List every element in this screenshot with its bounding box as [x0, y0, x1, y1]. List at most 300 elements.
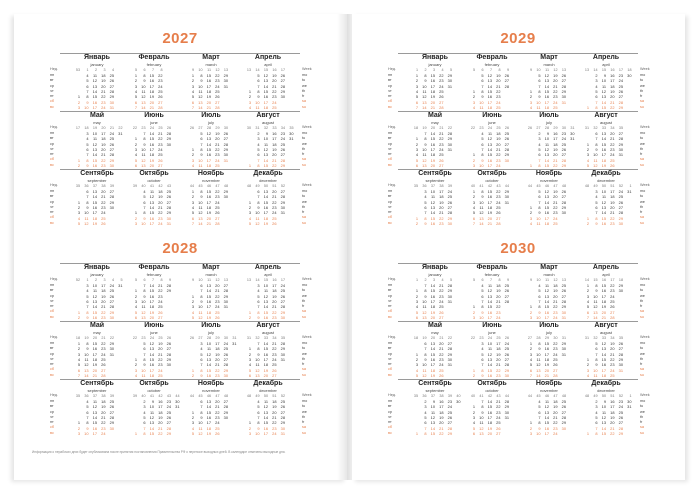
day-cell: 5: [191, 314, 194, 320]
month-name-en: june: [488, 120, 496, 125]
day-cell: 8: [257, 88, 260, 94]
weekday-label: sa: [640, 367, 645, 372]
day-cell: 29: [504, 404, 509, 410]
day-cell: 6: [538, 194, 541, 200]
weekday-label: вс: [388, 104, 392, 109]
day-cell: 16: [158, 399, 163, 404]
month-name-ru: Февраль: [476, 264, 508, 271]
weekday-label: вс: [388, 162, 392, 167]
weekday-label: вт: [388, 136, 392, 141]
day-cell: 24: [496, 414, 501, 420]
day-cell: 10: [141, 83, 146, 89]
day-cell: 5: [595, 341, 598, 346]
day-cell: 14: [149, 283, 154, 288]
week-header-ru: Нед.: [388, 67, 397, 71]
weekday-label: чт: [50, 204, 54, 209]
day-cell: 23: [618, 73, 623, 78]
day-cell: 27: [109, 409, 114, 415]
day-cell: 12: [593, 162, 598, 168]
day-cell: 1: [77, 341, 80, 346]
day-cell: 2: [415, 141, 418, 147]
day-cell: 30: [447, 141, 452, 147]
weekday-label: пт: [388, 304, 392, 309]
day-cell: 4: [143, 189, 146, 194]
month-name-ru: Август: [594, 322, 618, 329]
weekday-label: сб: [388, 99, 393, 104]
day-cell: 21: [272, 341, 277, 346]
day-cell: 17: [601, 152, 606, 158]
day-cell: 16: [263, 351, 268, 357]
weekday-label: fr: [640, 420, 643, 425]
day-cell: 21: [553, 199, 558, 205]
week-number: 24: [149, 336, 154, 340]
day-cell: 15: [263, 346, 268, 352]
weekday-label: mo: [640, 283, 646, 287]
day-cell: 8: [143, 288, 146, 294]
weekday-label: fr: [302, 94, 305, 99]
day-cell: 14: [544, 83, 549, 89]
day-cell: 28: [447, 210, 452, 216]
day-cell: 16: [206, 78, 211, 84]
day-cell: 8: [257, 309, 260, 315]
day-cell: 22: [215, 73, 220, 78]
week-number: 1: [86, 68, 89, 72]
weekday-label: пт: [50, 304, 54, 309]
weekday-label: пн: [50, 341, 55, 345]
weekday-label: ср: [388, 409, 393, 414]
day-cell: 16: [601, 288, 606, 294]
week-number: 11: [545, 278, 549, 282]
day-cell: 18: [544, 104, 549, 110]
day-cell: 23: [439, 78, 444, 84]
day-cell: 13: [92, 298, 97, 304]
day-cell: 31: [570, 136, 575, 142]
day-cell: 15: [263, 309, 268, 315]
day-cell: 19: [553, 73, 558, 78]
month-name-ru: Апрель: [254, 264, 282, 271]
weekday-label: th: [302, 146, 306, 151]
week-number: 44: [504, 394, 509, 398]
week-number: 46: [544, 184, 549, 188]
day-cell: 18: [430, 367, 435, 373]
day-cell: 9: [143, 78, 146, 84]
day-cell: 10: [84, 430, 89, 436]
day-cell: 25: [109, 288, 114, 294]
day-cell: 10: [479, 314, 484, 320]
day-cell: 30: [504, 194, 509, 200]
week-number: 48: [223, 184, 228, 188]
day-cell: 11: [479, 204, 484, 210]
day-cell: 30: [570, 131, 575, 136]
week-number: 3: [103, 68, 106, 72]
day-cell: 6: [538, 409, 541, 415]
day-cell: 24: [553, 99, 558, 105]
day-cell: 15: [601, 104, 606, 110]
week-number: 48: [561, 184, 566, 188]
day-cell: 17: [215, 341, 220, 346]
day-cell: 29: [223, 73, 228, 78]
day-cell: 13: [255, 372, 260, 378]
day-cell: 16: [439, 399, 444, 404]
day-cell: 10: [422, 146, 427, 152]
weekday-label: su: [302, 372, 307, 377]
day-cell: 16: [430, 293, 435, 299]
day-cell: 17: [101, 131, 106, 136]
day-cell: 13: [149, 420, 154, 426]
weekday-label: вт: [50, 288, 54, 293]
day-cell: 17: [610, 404, 615, 410]
day-cell: 25: [618, 83, 623, 89]
day-cell: 11: [141, 304, 146, 310]
day-cell: 5: [257, 404, 260, 410]
day-cell: 25: [610, 298, 615, 304]
day-cell: 24: [610, 367, 615, 373]
day-cell: 25: [496, 420, 501, 426]
day-cell: 1: [191, 409, 194, 415]
day-cell: 3: [134, 83, 137, 89]
footnote: Информация о нерабочих днях будет опубликована после принятия постановления Правительства РФ о переносе выходных дней. В календаре отмечены выходные дни.: [32, 450, 286, 454]
day-cell: 26: [158, 157, 163, 163]
day-cell: 3: [472, 99, 475, 105]
day-cell: 16: [206, 372, 211, 378]
week-number: 32: [593, 126, 598, 130]
day-cell: 6: [481, 293, 484, 299]
week-number: 40: [470, 394, 475, 398]
week-number: 21: [439, 126, 444, 130]
day-cell: 17: [263, 99, 268, 105]
day-cell: 31: [561, 351, 566, 357]
day-cell: 1: [529, 341, 532, 346]
day-cell: 3: [529, 314, 532, 320]
day-cell: 24: [215, 199, 220, 205]
week-number: 7: [151, 278, 154, 282]
day-cell: 12: [430, 414, 435, 420]
month-name-en: july: [545, 330, 552, 335]
day-cell: 2: [248, 94, 251, 100]
day-cell: 25: [109, 136, 114, 142]
weekday-label: чт: [50, 356, 54, 361]
day-cell: 24: [439, 83, 444, 89]
day-cell: 6: [595, 420, 598, 426]
day-cell: 29: [166, 288, 171, 294]
day-cell: 13: [593, 309, 598, 315]
day-cell: 22: [272, 88, 277, 94]
day-cell: 7: [86, 152, 89, 158]
day-cell: 20: [430, 314, 435, 320]
day-cell: 27: [158, 162, 163, 168]
day-cell: 10: [149, 404, 154, 410]
week-number: 26: [504, 126, 509, 130]
weekday-label: вс: [50, 220, 54, 225]
week-number: 39: [447, 184, 452, 188]
day-cell: 11: [149, 189, 154, 194]
day-grid: [524, 341, 574, 378]
weekday-label: tu: [302, 346, 306, 351]
day-cell: 27: [223, 283, 228, 288]
weekday-column-en: [640, 125, 652, 168]
month-september: [410, 170, 460, 226]
day-cell: 3: [248, 210, 251, 216]
day-cell: 5: [191, 430, 194, 436]
week-number: 39: [132, 184, 137, 188]
day-cell: 29: [280, 199, 285, 205]
day-cell: 16: [544, 346, 549, 352]
day-cell: 12: [92, 78, 97, 84]
week-number: 17: [618, 68, 623, 72]
day-cell: 28: [496, 220, 501, 226]
week-number: 10: [536, 68, 541, 72]
day-cell: 31: [223, 304, 228, 310]
day-cell: 26: [610, 162, 615, 168]
weekday-label: ср: [388, 351, 393, 356]
week-number: 5: [134, 68, 137, 72]
week-number: 35: [75, 394, 80, 398]
day-cell: 19: [272, 73, 277, 78]
day-cell: 12: [263, 73, 268, 78]
week-number: 2: [94, 68, 97, 72]
day-cell: 28: [101, 372, 106, 378]
weekday-label: пт: [50, 420, 54, 425]
day-cell: 21: [553, 157, 558, 163]
day-cell: 23: [496, 94, 501, 100]
day-cell: 3: [143, 404, 146, 410]
day-cell: 4: [77, 215, 80, 221]
day-cell: 31: [118, 131, 123, 136]
day-cell: 17: [544, 215, 549, 221]
day-cell: 16: [149, 293, 154, 299]
day-cell: 4: [257, 141, 260, 147]
day-cell: 18: [496, 283, 501, 288]
day-cell: 5: [143, 341, 146, 346]
day-cell: 25: [158, 88, 163, 94]
day-cell: 27: [447, 204, 452, 210]
day-cell: 8: [200, 189, 203, 194]
day-cell: 28: [447, 283, 452, 288]
day-cell: 4: [248, 215, 251, 221]
day-cell: 20: [553, 293, 558, 299]
day-cell: 1: [191, 293, 194, 299]
day-cell: 16: [206, 414, 211, 420]
week-number: 13: [246, 68, 251, 72]
day-cell: 31: [447, 298, 452, 304]
day-cell: 15: [206, 293, 211, 299]
week-number: 8: [160, 68, 163, 72]
day-cell: 1: [529, 162, 532, 168]
day-cell: 29: [447, 430, 452, 436]
day-cell: 10: [536, 99, 541, 105]
day-cell: 19: [496, 351, 501, 357]
day-cell: 28: [504, 83, 509, 89]
day-cell: 18: [610, 83, 615, 89]
weekday-column-en: [302, 393, 314, 436]
day-cell: 6: [143, 346, 146, 352]
day-cell: 17: [149, 367, 154, 373]
day-cell: 8: [538, 162, 541, 168]
day-cell: 21: [544, 372, 549, 378]
weekday-label: вс: [388, 314, 392, 319]
day-cell: 29: [109, 420, 114, 426]
day-cell: 29: [223, 146, 228, 152]
day-cell: 23: [158, 215, 163, 221]
day-cell: 12: [601, 341, 606, 346]
weekday-label: mo: [302, 341, 308, 345]
week-number: 35: [413, 394, 418, 398]
week-number: 18: [413, 336, 418, 340]
day-cell: 10: [601, 78, 606, 84]
day-cell: 23: [166, 399, 171, 404]
day-cell: 5: [200, 131, 203, 136]
weekday-label: вт: [50, 136, 54, 141]
day-cell: 27: [447, 341, 452, 346]
day-cell: 4: [595, 409, 598, 415]
week-number: 17: [280, 68, 285, 72]
week-number: 5: [472, 68, 475, 72]
day-cell: 6: [86, 146, 89, 152]
day-cell: 7: [143, 283, 146, 288]
day-cell: 15: [206, 367, 211, 373]
day-cell: 19: [610, 414, 615, 420]
day-cell: 4: [529, 356, 532, 362]
day-cell: 14: [601, 351, 606, 357]
day-cell: 18: [487, 204, 492, 210]
month-name-ru: Декабрь: [253, 170, 283, 177]
day-cell: 24: [280, 136, 285, 142]
day-cell: 14: [206, 404, 211, 410]
day-cell: 18: [430, 304, 435, 310]
day-cell: 20: [553, 78, 558, 84]
day-cell: 8: [595, 356, 598, 362]
day-cell: 31: [232, 341, 237, 346]
day-cell: 1: [586, 141, 589, 147]
day-cell: 21: [439, 210, 444, 216]
day-cell: 20: [439, 341, 444, 346]
weekday-label: сб: [50, 309, 55, 314]
week-header-ru: Нед.: [388, 277, 397, 281]
day-cell: 22: [610, 215, 615, 221]
weekday-label: вс: [388, 372, 392, 377]
day-cell: 15: [92, 309, 97, 315]
day-cell: 31: [447, 83, 452, 89]
day-cell: 17: [149, 298, 154, 304]
day-cell: 13: [141, 162, 146, 168]
month-august: [243, 112, 293, 168]
weekday-label: th: [640, 146, 644, 151]
day-cell: 10: [422, 298, 427, 304]
day-cell: 3: [257, 283, 260, 288]
weekday-label: пт: [388, 362, 392, 367]
month-march: [524, 54, 574, 110]
day-cell: 30: [561, 210, 566, 216]
day-cell: 21: [158, 283, 163, 288]
weekday-column-en: [302, 335, 314, 378]
week-number: 3: [432, 278, 435, 282]
day-cell: 18: [215, 346, 220, 352]
day-cell: 24: [109, 283, 114, 288]
day-cell: 6: [86, 298, 89, 304]
day-cell: 27: [504, 293, 509, 299]
day-cell: 31: [618, 152, 623, 158]
day-grid: [72, 283, 122, 320]
day-cell: 9: [200, 298, 203, 304]
day-cell: 25: [610, 372, 615, 378]
month-february: [129, 264, 179, 320]
day-cell: 10: [255, 99, 260, 105]
day-cell: 1: [248, 88, 251, 94]
day-cell: 29: [280, 346, 285, 352]
day-cell: 18: [101, 73, 106, 78]
month-name-ru: Май: [427, 112, 443, 119]
week-number: 22: [447, 336, 452, 340]
day-cell: 23: [553, 309, 558, 315]
month-august: [581, 322, 631, 378]
day-cell: 26: [109, 293, 114, 299]
day-cell: 29: [109, 157, 114, 163]
day-cell: 30: [289, 131, 294, 136]
day-cell: 7: [200, 362, 203, 368]
week-header-en: Week: [640, 183, 650, 187]
day-cell: 6: [538, 78, 541, 84]
weekday-column-en: [640, 67, 652, 110]
day-cell: 23: [439, 293, 444, 299]
day-cell: 4: [415, 152, 418, 158]
day-cell: 30: [627, 73, 632, 78]
month-april: [243, 264, 293, 320]
day-cell: 1: [134, 356, 137, 362]
day-cell: 2: [586, 288, 589, 294]
weekday-label: tu: [640, 78, 644, 83]
day-cell: 26: [158, 309, 163, 315]
day-cell: 4: [191, 425, 194, 431]
week-header-en: Week: [640, 393, 650, 397]
day-cell: 17: [439, 189, 444, 194]
week-number: 19: [84, 336, 89, 340]
month-name-en: august: [599, 120, 612, 125]
day-cell: 26: [496, 425, 501, 431]
day-cell: 26: [109, 141, 114, 147]
week-number: 32: [255, 336, 260, 340]
week-number: 30: [223, 126, 228, 130]
day-cell: 19: [439, 414, 444, 420]
day-cell: 11: [198, 425, 203, 431]
day-cell: 10: [479, 199, 484, 205]
week-number: 19: [422, 126, 427, 130]
weekday-label: вс: [388, 430, 392, 435]
day-cell: 29: [166, 356, 171, 362]
day-cell: 10: [206, 341, 211, 346]
day-cell: 19: [263, 367, 268, 373]
day-cell: 2: [77, 425, 80, 431]
day-cell: 7: [529, 372, 532, 378]
day-cell: 7: [86, 88, 89, 94]
week-number: 7: [151, 68, 154, 72]
day-cell: 10: [198, 83, 203, 89]
day-cell: 23: [158, 362, 163, 368]
weekday-label: пн: [50, 189, 55, 193]
month-name-ru: Май: [89, 112, 105, 119]
day-cell: 24: [561, 136, 566, 142]
month-january: [72, 264, 122, 320]
weekday-label: сб: [50, 425, 55, 430]
day-grid: [186, 131, 236, 168]
weekday-label: sa: [302, 367, 307, 372]
day-cell: 29: [447, 215, 452, 221]
day-cell: 17: [149, 146, 154, 152]
day-cell: 16: [206, 298, 211, 304]
day-cell: 26: [561, 189, 566, 194]
day-cell: 2: [134, 78, 137, 84]
day-cell: 2: [415, 293, 418, 299]
day-cell: 21: [439, 346, 444, 352]
